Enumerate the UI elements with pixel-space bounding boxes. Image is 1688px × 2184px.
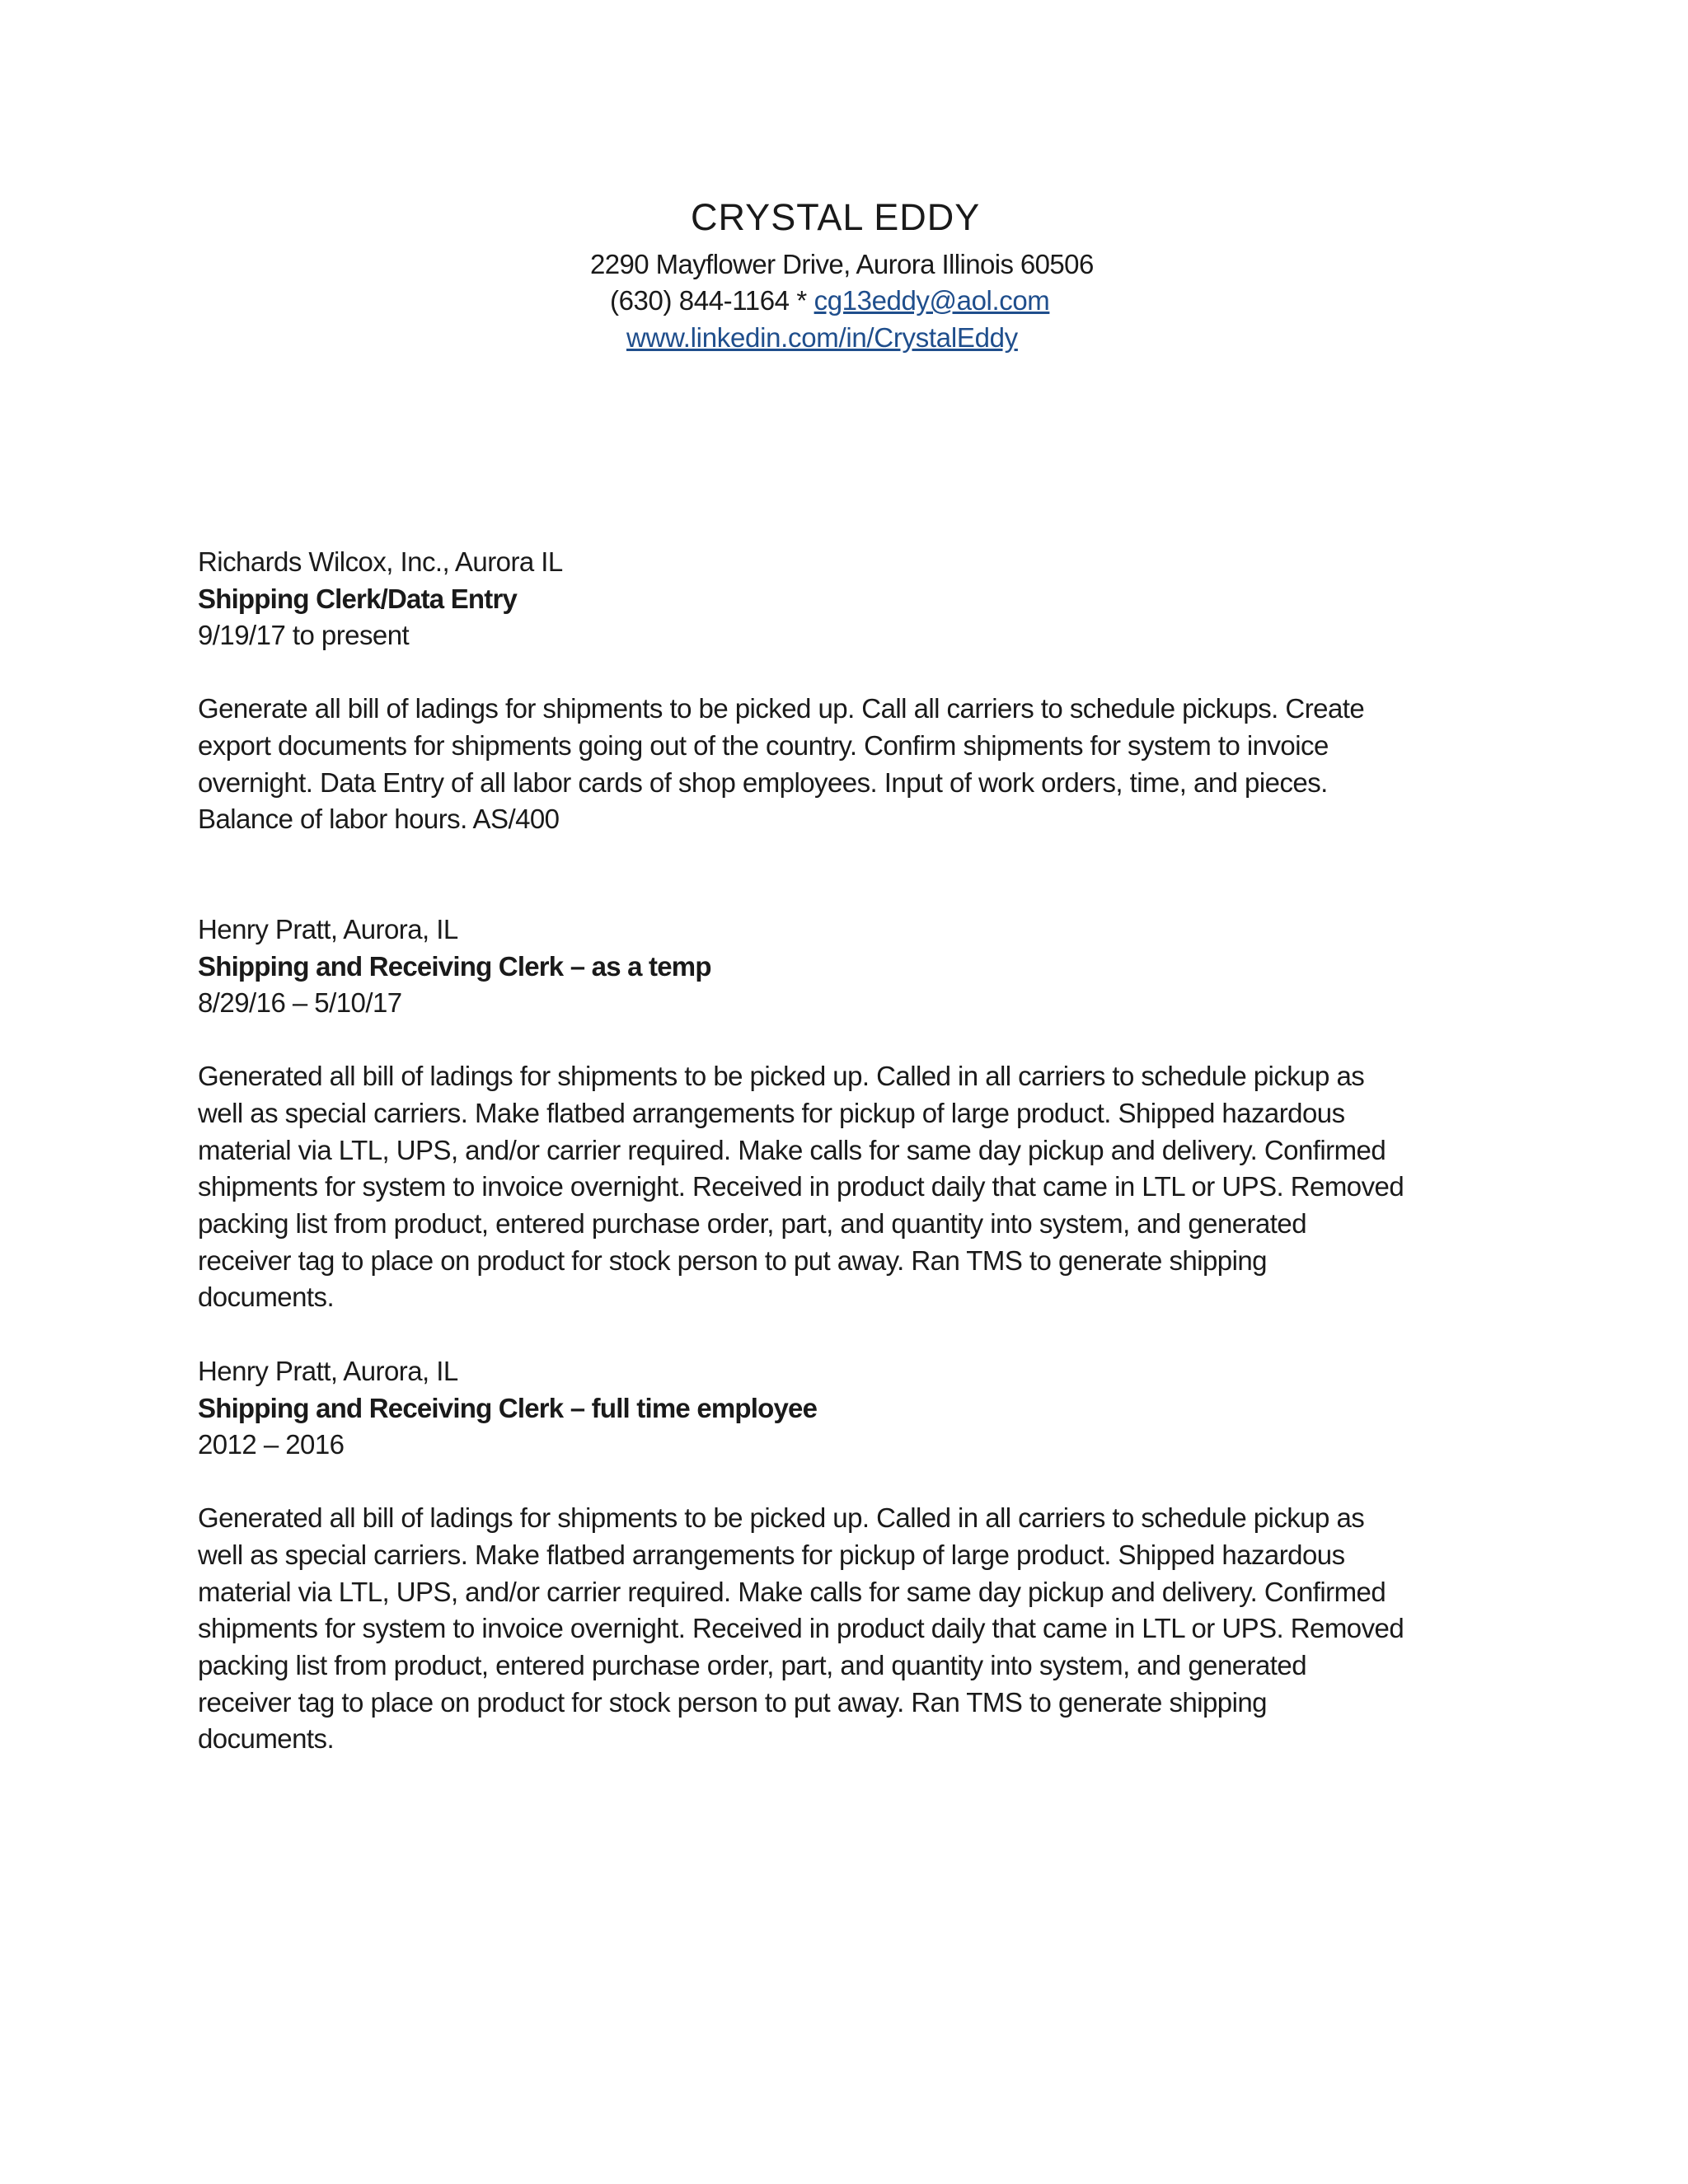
description-line: receiver tag to place on product for stock person to put away. Ran TMS to generate shipping [198, 1686, 1267, 1718]
description-line: Balance of labor hours. AS/400 [198, 804, 560, 835]
job-company: Henry Pratt, Aurora, IL [198, 1356, 458, 1386]
job-description [198, 691, 1500, 838]
description-line: Generated all bill of ladings for shipments to be picked up. Called in all carriers to schedule pickup as [198, 1061, 1365, 1092]
contact-line [610, 285, 1049, 316]
job-description [198, 1058, 1500, 1316]
description-line: material via LTL, UPS, and/or carrier required. Make calls for same day pickup and delivery. Confirmed [198, 1576, 1386, 1607]
job-title: Shipping and Receiving Clerk – full time employee [198, 1392, 818, 1423]
description-line: shipments for system to invoice overnight. Received in product daily that came in LTL or UPS. Removed [198, 1613, 1404, 1644]
job-title: Shipping and Receiving Clerk – as a temp [198, 950, 711, 982]
description-line: export documents for shipments going out of the country. Confirm shipments for system to invoice [198, 729, 1329, 761]
job-entry-henry-pratt-fulltime [198, 1353, 1500, 1758]
job-description [198, 1500, 1500, 1758]
description-line: shipments for system to invoice overnight. Received in product daily that came in LTL or UPS. Removed [198, 1171, 1404, 1202]
candidate-name: CRYSTAL EDDY [691, 196, 981, 238]
phone: (630) 844-1164 * [610, 285, 814, 316]
description-line: packing list from product, entered purchase order, part, and quantity into system, and generated [198, 1649, 1307, 1680]
description-line: documents. [198, 1723, 335, 1755]
job-company: Henry Pratt, Aurora, IL [198, 914, 458, 944]
job-dates: 2012 – 2016 [198, 1429, 345, 1460]
description-line: Generate all bill of ladings for shipments to be picked up. Call all carriers to schedule pickups. Create [198, 693, 1365, 724]
job-title: Shipping Clerk/Data Entry [198, 583, 518, 614]
job-dates: 8/29/16 – 5/10/17 [198, 987, 402, 1019]
description-line: packing list from product, entered purchase order, part, and quantity into system, and generated [198, 1207, 1307, 1239]
description-line: well as special carriers. Make flatbed arrangements for pickup of large product. Shipped hazardous [198, 1539, 1345, 1570]
linkedin-line [626, 322, 1018, 354]
job-dates: 9/19/17 to present [198, 620, 410, 651]
address: 2290 Mayflower Drive, Aurora Illinois 60506 [590, 249, 1094, 279]
job-entry-richards-wilcox [198, 544, 1500, 838]
description-line: Generated all bill of ladings for shipments to be picked up. Called in all carriers to schedule pickup as [198, 1502, 1365, 1534]
description-line: documents. [198, 1282, 335, 1313]
description-line: receiver tag to place on product for stock person to put away. Ran TMS to generate shipping [198, 1244, 1267, 1276]
email-link[interactable]: cg13eddy@aol.com [814, 285, 1050, 316]
description-line: material via LTL, UPS, and/or carrier required. Make calls for same day pickup and delivery. Confirmed [198, 1134, 1386, 1165]
job-entry-henry-pratt-temp [198, 912, 1500, 1316]
description-line: overnight. Data Entry of all labor cards of shop employees. Input of work orders, time, and pieces. [198, 766, 1328, 798]
job-company: Richards Wilcox, Inc., Aurora IL [198, 546, 563, 577]
linkedin-link[interactable]: www.linkedin.com/in/CrystalEddy [626, 322, 1018, 353]
description-line: well as special carriers. Make flatbed arrangements for pickup of large product. Shipped hazardous [198, 1097, 1345, 1128]
